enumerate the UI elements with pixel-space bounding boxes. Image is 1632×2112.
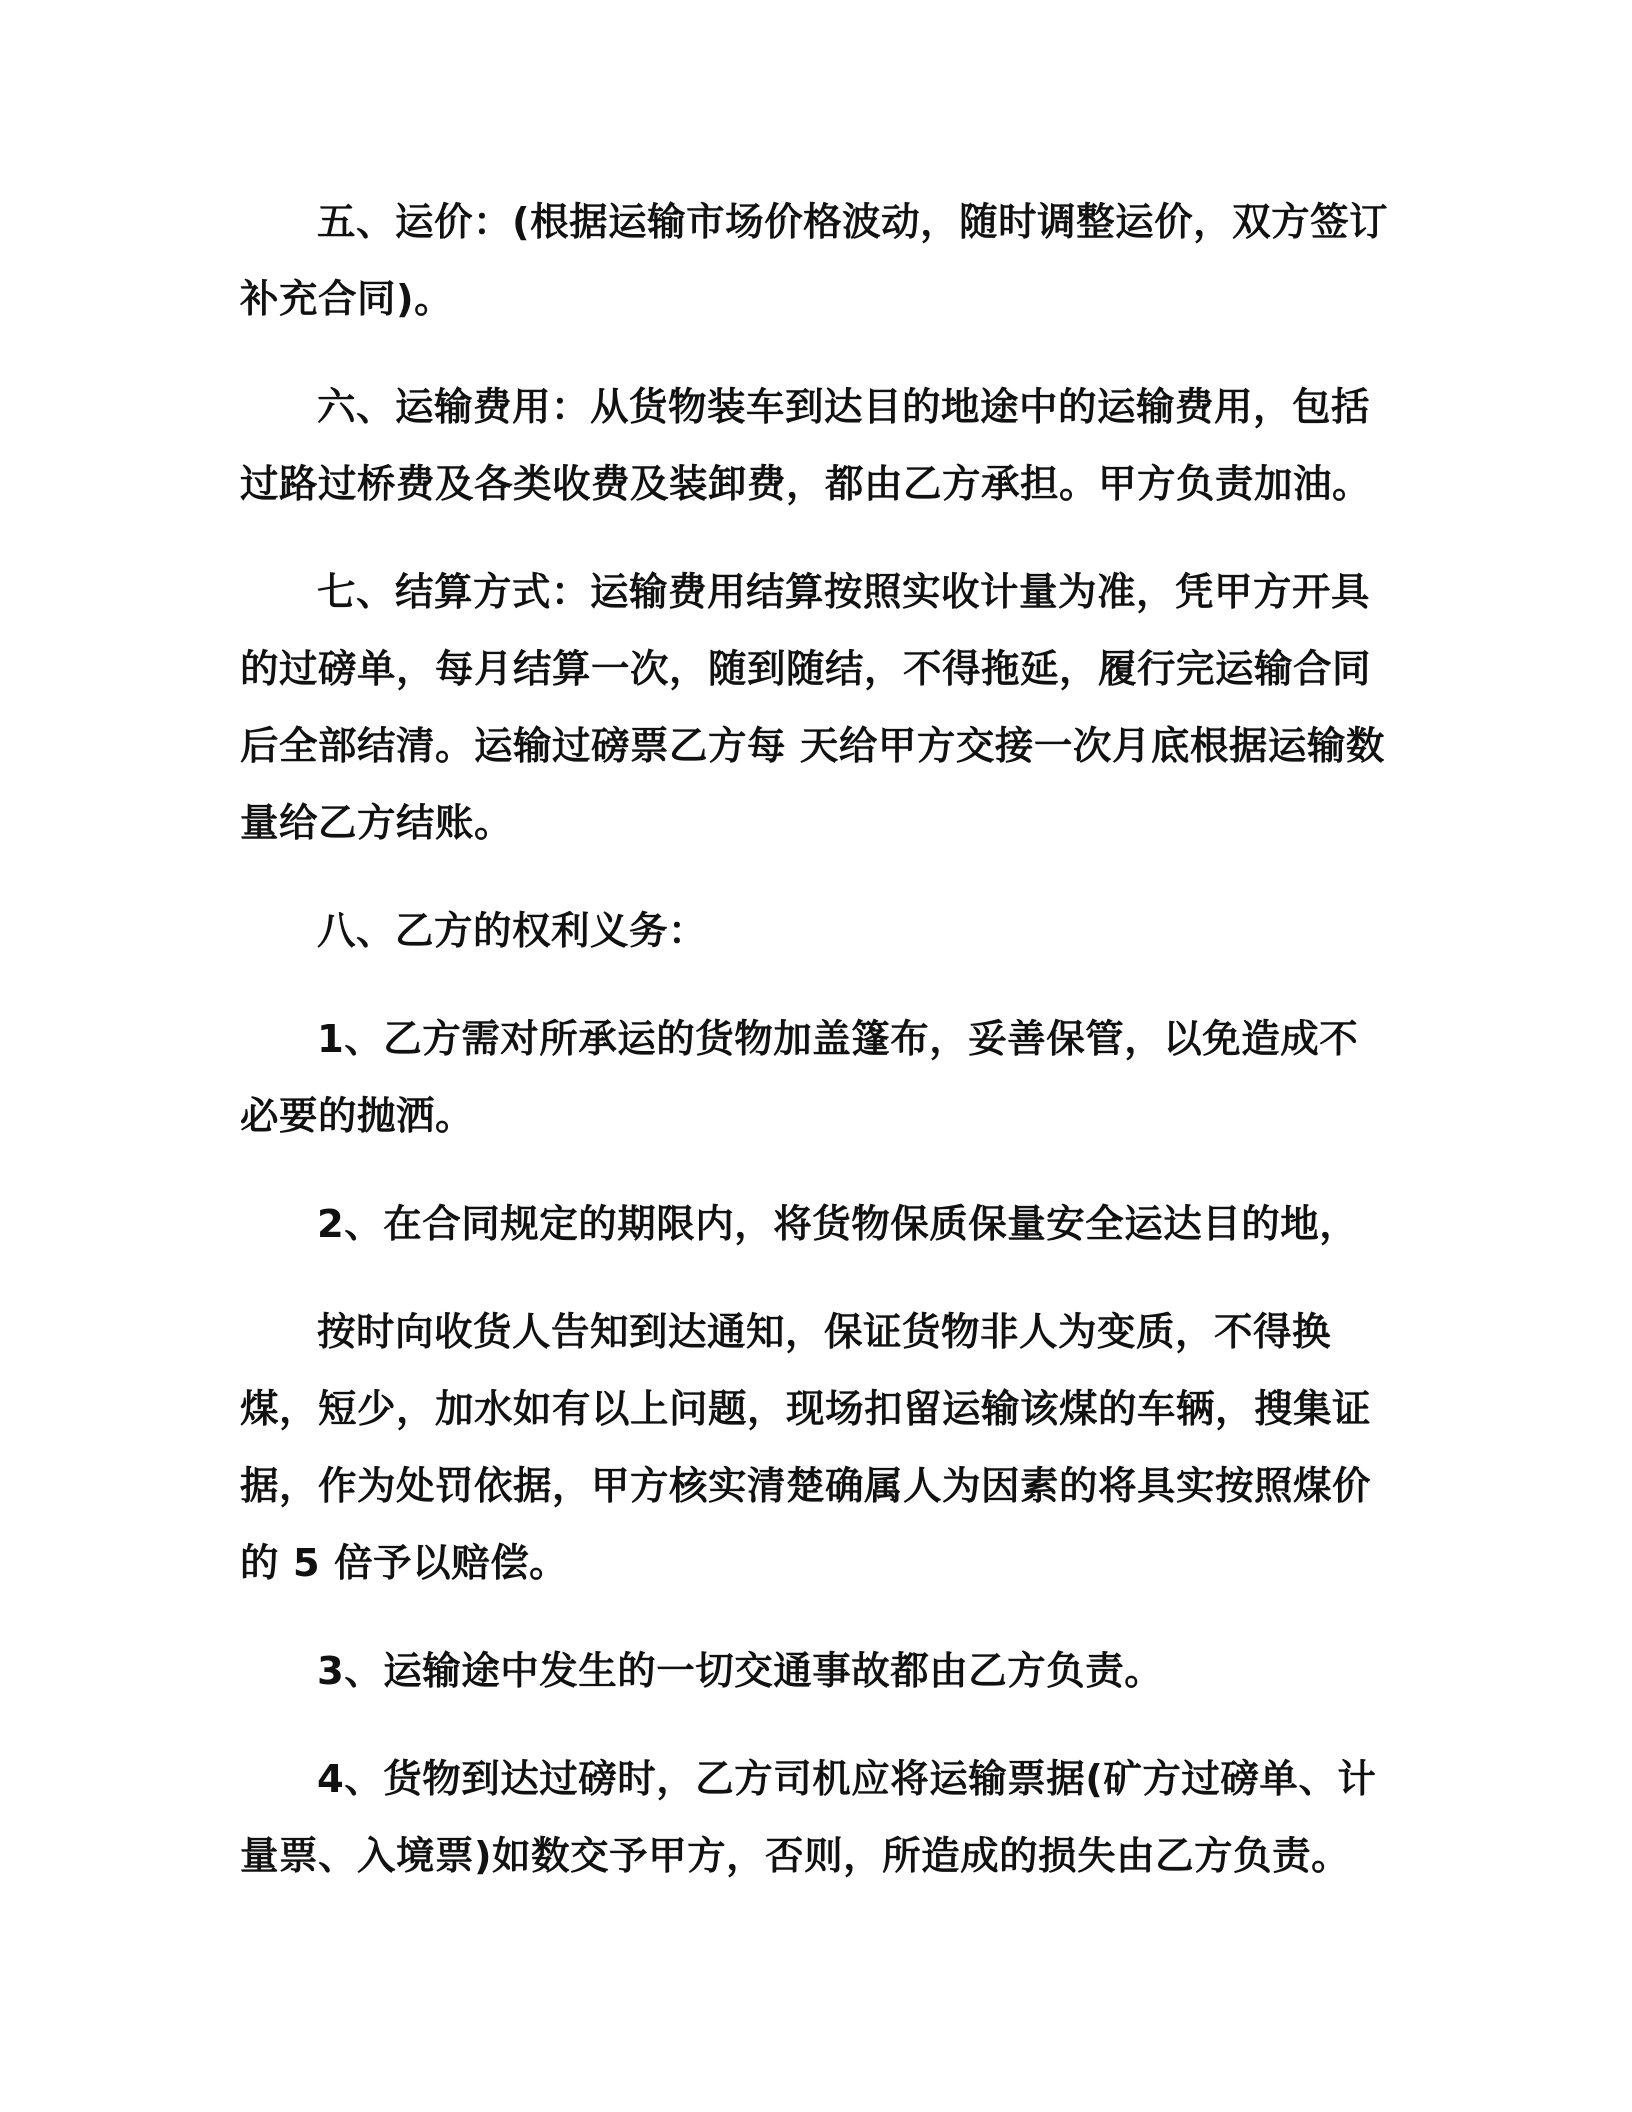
paragraph-party-b-rights-heading: 八、乙方的权利义务： xyxy=(317,909,708,954)
paragraph-item-1: 1、乙方需对所承运的货物加盖篷布，妥善保管，以免造成不必要的抛洒。 xyxy=(240,1017,1359,1139)
paragraph-settlement-method: 七、结算方式：运输费用结算按照实收计量为准，凭甲方开具的过磅单，每月结算一次，随到随结，不得拖延，履行完运输合同后全部结清。运输过磅票乙方每 天给甲方交接一次月底根据运输数量给乙方结账。 xyxy=(240,570,1385,846)
document-body xyxy=(240,184,1390,1895)
paragraph-transport-costs: 六、运输费用：从货物装车到达目的地途中的运输费用，包括过路过桥费及各类收费及装卸费，都由乙方承担。甲方负责加油。 xyxy=(240,385,1372,507)
paragraph-freight-rate: 五、运价：(根据运输市场价格波动，随时调整运价，双方签订补充合同)。 xyxy=(240,200,1389,322)
paragraph-item-2: 2、在合同规定的期限内，将货物保质保量安全运达目的地， xyxy=(317,1202,1359,1247)
paragraph-item-2-continued: 按时向收货人告知到达通知，保证货物非人为变质，不得换煤，短少，加水如有以上问题，现场扣留运输该煤的车辆，搜集证据，作为处罚依据，甲方核实清楚确属人为因素的将具实按照煤价的 5 倍予以赔偿。 xyxy=(240,1310,1372,1586)
paragraph-item-3: 3、运输途中发生的一切交通事故都由乙方负责。 xyxy=(317,1649,1164,1694)
paragraph-item-4: 4、货物到达过磅时，乙方司机应将运输票据(矿方过磅单、计量票、入境票)如数交予甲方，否则，所造成的损失由乙方负责。 xyxy=(240,1757,1377,1879)
